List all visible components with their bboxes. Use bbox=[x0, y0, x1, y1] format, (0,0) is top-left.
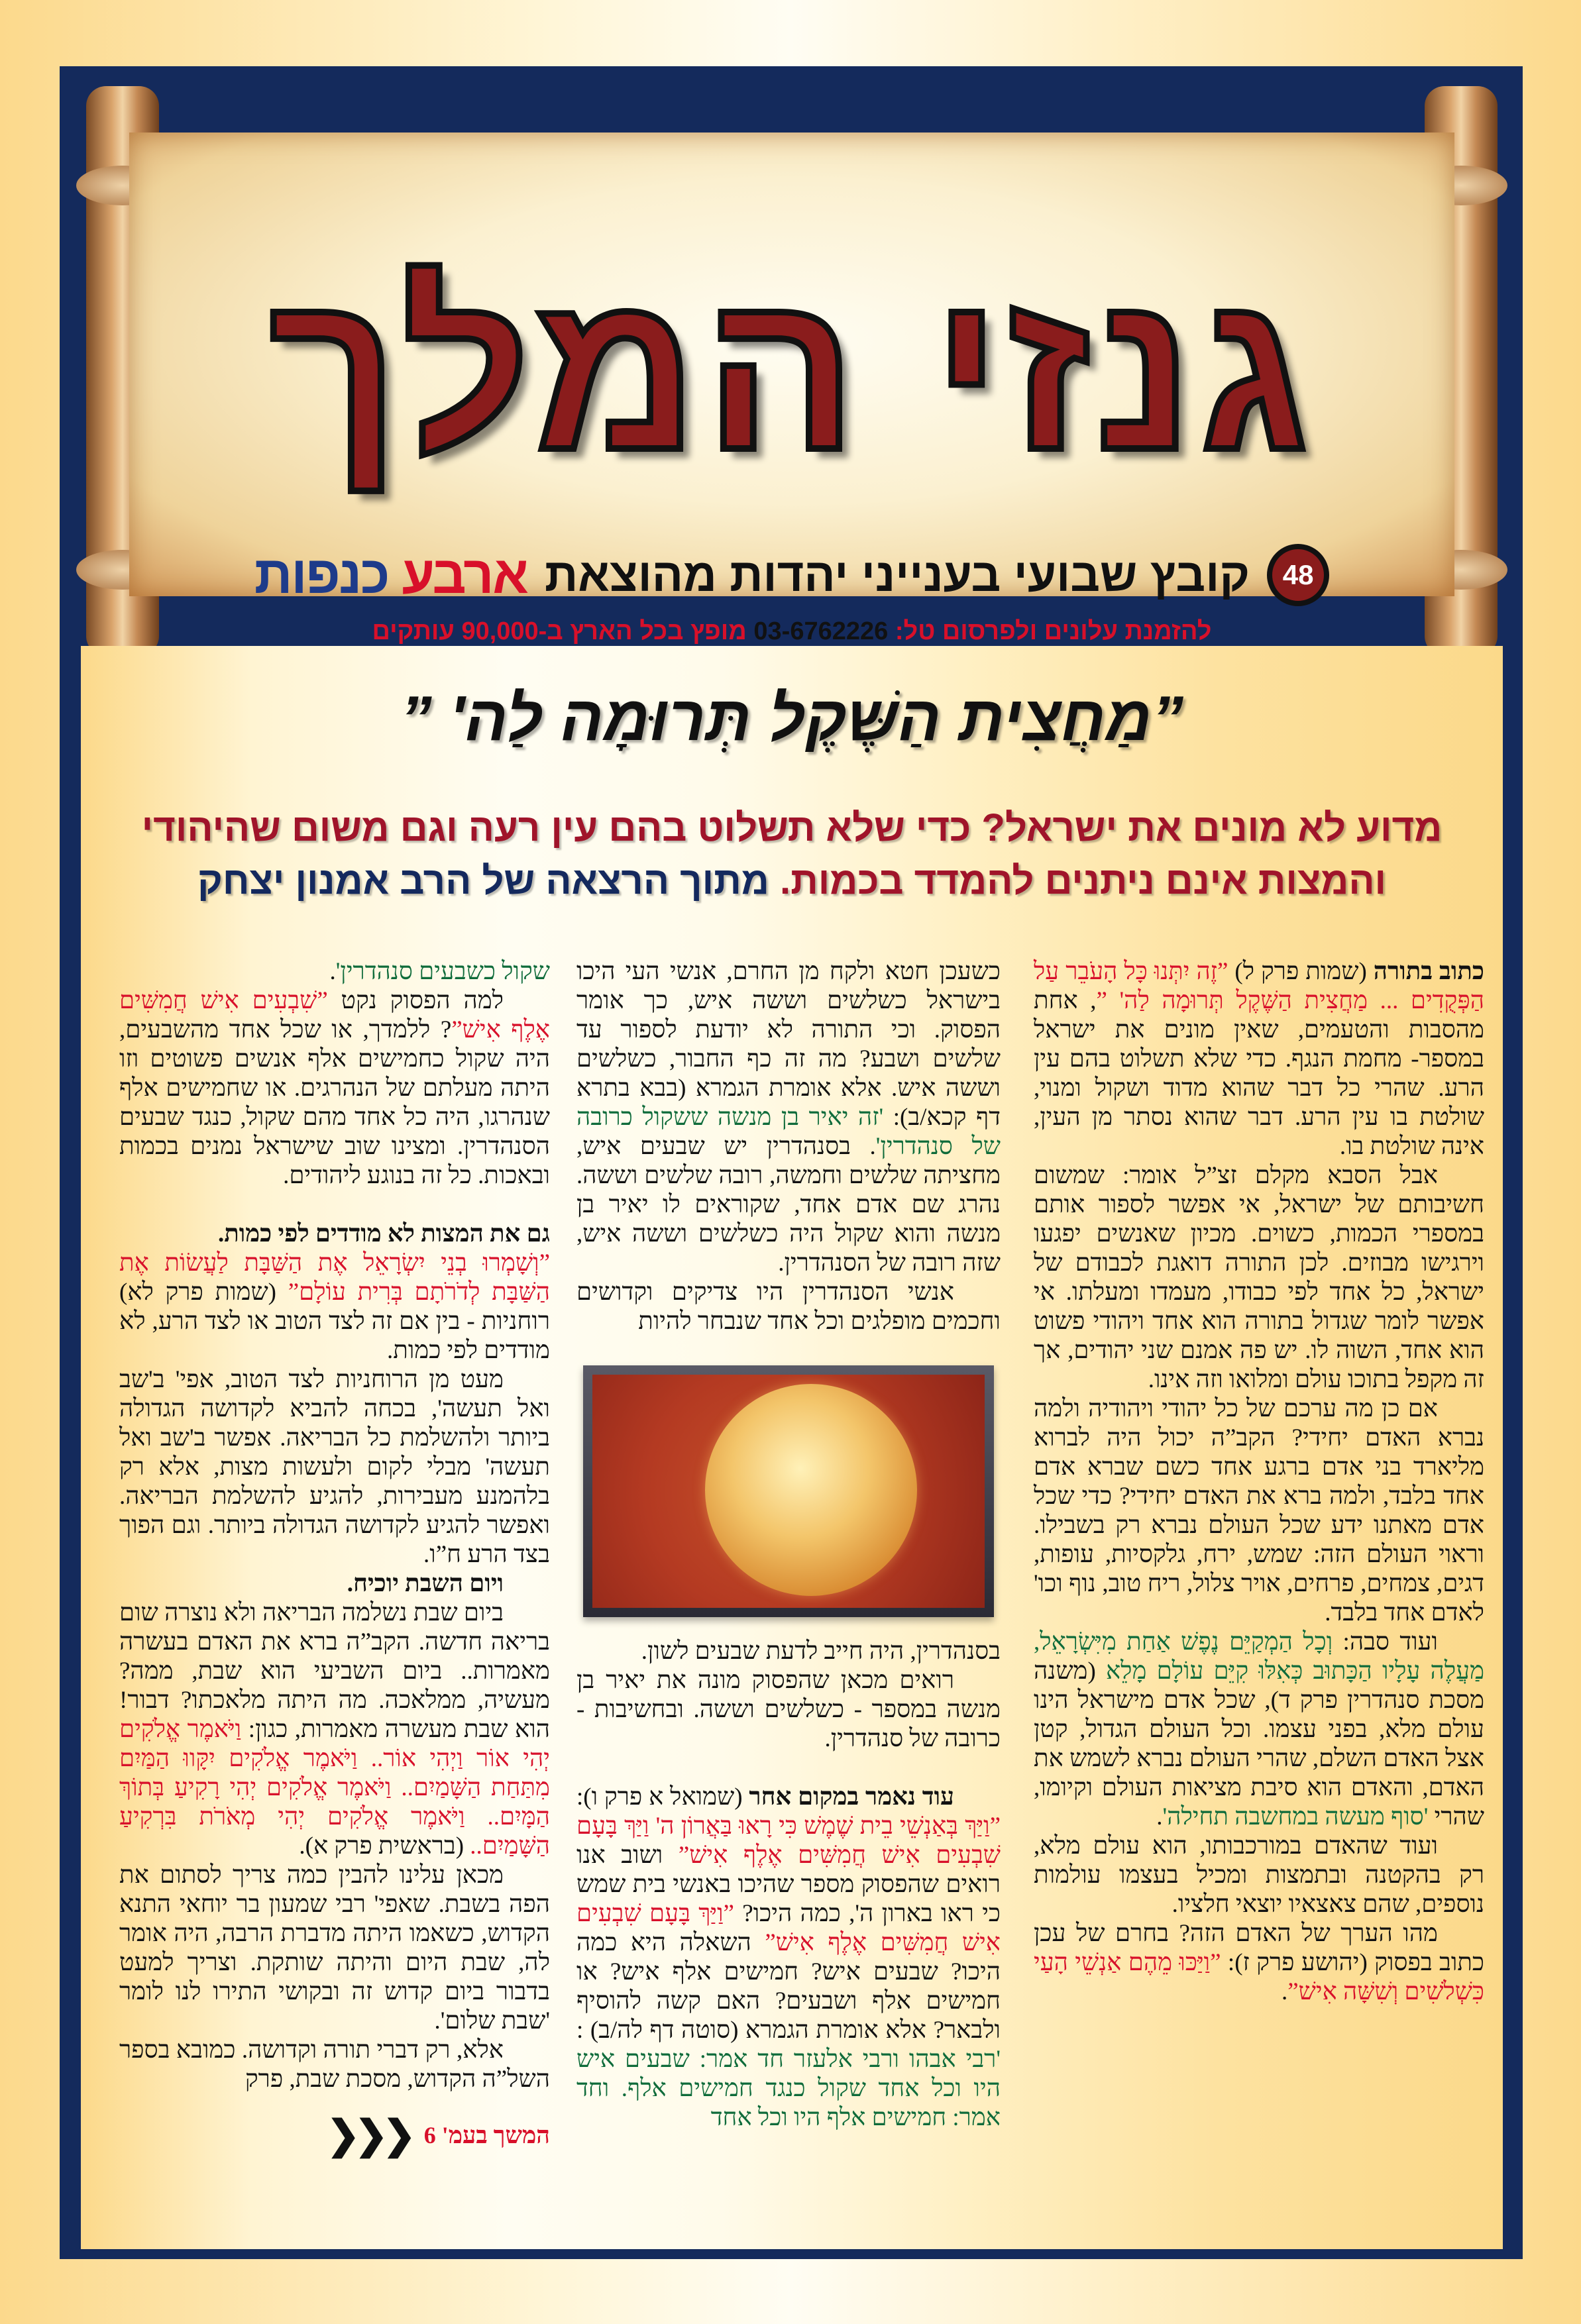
talmud-quote: שקול כשבעים סנהדרין' bbox=[335, 958, 550, 985]
article-byline: מתוך הרצאה של הרב אמנון יצחק bbox=[197, 859, 769, 902]
article-paragraph bbox=[119, 1861, 550, 2036]
planet-globe bbox=[705, 1384, 917, 1596]
logo-part2: כנפות bbox=[254, 545, 389, 604]
body-text: . bbox=[329, 958, 336, 985]
masthead-subline bbox=[80, 543, 1504, 607]
continued-label: המשך בעמ' 6 bbox=[423, 2122, 550, 2148]
masthead-tagline: קובץ שבועי בענייני יהדות מהוצאת bbox=[544, 549, 1250, 601]
article-paragraph bbox=[1034, 1161, 1484, 1395]
article-paragraph bbox=[576, 957, 1001, 1278]
continued-on-page-link[interactable] bbox=[119, 2113, 550, 2157]
logo-part1: ארבע bbox=[402, 545, 527, 604]
body-text: ? ללמדך, או שכל אחד מהשבעים, היה שקול כחמישים אלף אנשים פשוטים וזו היתה מעלתם של הנהרגים. או שחמישים אלף שנהרגו, היה כל אחד מהם שקול, כנגד שבעים הסנהדרין. ומצינו שוב שישראל נמנים בכמות ובאכות. כל זה בנוגע ליהודים. bbox=[119, 1016, 550, 1189]
article-paragraph bbox=[576, 1783, 1001, 2133]
body-text: אם כן מה ערכם של כל יהודי ויהודיה ולמה נברא האדם יחידי? הקב”ה יכול היה לברוא מליארד בני אדם ברגע אחד כשם שברא אדם אחד בלבד, ולמה ברא את האדם יחידי? כדי שכל אדם מאתנו ידע שכל העולם נברא רק בשבילו. וראוי העולם הזה: שמש, ירח, גלקסיות, עופות, דגים, צמחים, פרחים, אויר צלול, ריח טוב, נוף וכו' לאדם אחד בלבד. bbox=[1034, 1395, 1484, 1626]
body-text: בסנהדרין, היה חייב לדעת שבעים לשון. bbox=[641, 1638, 1001, 1665]
talmud-quote: 'זה יאיר בן מנשה ששקול כרובה של סנהדרין' bbox=[576, 1104, 1001, 1160]
article-paragraph bbox=[1034, 1919, 1484, 2007]
scripture-quote: ”שִׁבְעִים אִישׁ חֲמִשִּׁים אֶלֶף אִישׁ” bbox=[119, 987, 550, 1043]
body-text: (בראשית פרק א). bbox=[299, 1832, 470, 1860]
article-column-2 bbox=[576, 957, 1001, 2133]
body-text: אבל הסבא מקלם זצ”ל אומר: שמשום חשיבותם של ישראל, אי אפשר לספור אותם במספרי הכמות, כשוים. מכיון שאנשים יפגעו וירגישו מבוזים. לכן התורה דואגת לכבודם של ישראל, כל אחד לפי כבודו, מעמדו ומעלתו. אי אפשר לומר שגדול בתורה הוא אחד ויהודי פשוט הוא אחד, השוה לו. יש פה אמנם שני יהודים, אך זה מקפל בתוכו עולם ומלואו וזה אינו. bbox=[1034, 1162, 1484, 1393]
masthead-scroll bbox=[80, 86, 1504, 643]
body-text: אנשי הסנהדרין היו צדיקים וקדושים וחכמים מופלגים וכל אחד שנבחר להיות bbox=[576, 1279, 1001, 1335]
body-text: . bbox=[1281, 1978, 1288, 2005]
section-heading: גם את המצות לא מודדים לפי כמות. bbox=[217, 1220, 550, 1247]
talmud-quote: 'רבי אבהו ורבי אלעזר חד אמר: שבעים איש היו וכל אחד שקול כנגד חמישים אלף. וחד אמר: חמישים אלף היו וכל אחד bbox=[576, 2046, 1001, 2131]
body-text: ביום שבת נשלמה הבריאה ולא נוצרה שום בריאה חדשה. הקב”ה ברא את האדם בעשרה מאמרות.. ביום השביעי הוא שבת, ממה? מעשיה, ממלאכה. מה היתה מלאכתו? דבור! הוא שבת מעשרה מאמרות, כגון: bbox=[119, 1599, 550, 1743]
masthead-title: גנזי המלך bbox=[269, 245, 1315, 497]
body-text: כשעכן חטא ולקח מן החרם, אנשי העי היכו בישראל כשלשים וששה איש, כך אומר הפסוק. וכי התורה לא יודעת לספור עד שלשים ושבע? מה זה כף החבור, כשלשים וששה איש. אלא אומרת הגמרא (בבא בתרא דף קכא/ב): bbox=[576, 958, 1001, 1131]
body-text: . bbox=[1156, 1803, 1163, 1830]
body-text: . בסנהדרין יש שבעים איש, מחציתה שלשים וחמשה, רובה שלשים וששה. נהרג שם אדם אחד, שקוראים לו יאיר בן מנשה והוא שקול היה כשלשים וששה איש, שזה רובה של הסנהדרין. bbox=[576, 1133, 1001, 1277]
planet-venus-photo bbox=[583, 1365, 994, 1617]
article-paragraph bbox=[119, 957, 550, 986]
publisher-logo bbox=[254, 545, 527, 605]
subheading-line2-text: והמצות אינם ניתנים להמדד בכמות. bbox=[779, 859, 1387, 902]
body-text: אלא, רק דברי תורה וקדושה. כמובא בספר השל”ה הקדוש, מסכת שבת, פרק bbox=[119, 2036, 550, 2093]
scripture-quote: ”וַיַּךְ בָּעָם שִׁבְעִים אִישׁ חֲמִשִּׁים אֶלֶף אִישׁ” bbox=[576, 1900, 1001, 1956]
scripture-quote: ”וַיַּכּוּ מֵהֶם אַנְשֵׁי הָעַי כִּשְׁלֹשִׁים וְשִׁשָּׁה אִישׁ” bbox=[1034, 1949, 1484, 2005]
article-paragraph bbox=[1034, 957, 1484, 1161]
phone-number: 03-6762226 bbox=[753, 617, 889, 645]
body-text: (שמות פרק לא) רוחניות - בין אם זה לצד הטוב או לצד הרע, לא מודדים לפי כמות. bbox=[119, 1279, 550, 1364]
distribution-note: מופץ בכל הארץ ב-90,000 עותקים bbox=[372, 617, 747, 645]
article-paragraph bbox=[1034, 1628, 1484, 1832]
body-text: למה הפסוק נקט bbox=[327, 987, 504, 1014]
body-text: ועוד שהאדם במורכבותו, הוא עולם מלא, רק בהקטנה ובתמצות ומכיל בעצמו עולמות נוספים, שהם צאצאיו יוצאי חלציו. bbox=[1034, 1832, 1484, 1918]
article-headline: ”מַחֲצִית הַשֶּׁקֶל תְּרוּמָה לַה' ” bbox=[400, 683, 1184, 754]
article-paragraph bbox=[119, 1599, 550, 1861]
article-paragraph bbox=[1034, 1832, 1484, 1919]
subheading-line1-text: מדוע לא מונים את ישראל? כדי שלא תשלוט בהם עין רעה וגם משום שהיהודי bbox=[141, 806, 1443, 849]
scripture-quote: ”וְשָׁמְרוּ בְנֵי יִשְׂרָאֵל אֶת הַשַּׁבָּת לַעֲשׂוֹת אֶת הַשַּׁבָּת לְדֹרֹתָם בְּרִית עוֹלָם” bbox=[119, 1249, 550, 1306]
article-column-1 bbox=[1034, 957, 1484, 2007]
triple-chevron-left-icon: ❮❮❮ bbox=[326, 2113, 411, 2157]
body-text: השאלה היא כמה היכו? שבעים איש? חמישים אלף איש? או חמישים אלף ושבעים? האם קשה להוסיף ולבאר? אלא אומרת הגמרא (סוטה דף לה/ב) : bbox=[576, 1929, 1001, 2044]
body-text: (שמואל א פרק ו): bbox=[576, 1783, 749, 1811]
issue-number-badge: 48 bbox=[1267, 544, 1329, 606]
body-text: מכאן עלינו להבין כמה צריך לסתום את הפה בשבת. שאפי' רבי שמעון בר יוחאי התנא הקדוש, כשאמו היתה מדברת הרבה, היה אומר לה, שבת היום והיתה שותקת. וצריך למעט בדבור ביום קדוש זה ובקושי התירו לנו לומר 'שבת שלום'. bbox=[119, 1862, 550, 2034]
article-paragraph bbox=[576, 1278, 1001, 1336]
body-text: (שמות פרק ל) bbox=[1228, 958, 1374, 985]
lead-in-text: עוד נאמר במקום אחר bbox=[749, 1783, 954, 1811]
image-background bbox=[592, 1375, 985, 1608]
body-text: מהו הערך של האדם הזה? בחרם של עכן כתוב בפסוק (יהושע פרק ז): bbox=[1034, 1920, 1484, 1976]
article-paragraph bbox=[119, 1365, 550, 1569]
body-text: , אחת מהסבות והטעמים, שאין מונים את ישראל במספר- מחמת הנגף. כדי שלא תשלוט בהם עין הרע. שהרי כל דבר שהוא מדוד ושקול ומנוי, שולטת בו עין הרע. דבר שהוא נסתר מן העין, אינה שולטת בו. bbox=[1034, 987, 1484, 1160]
article-subheading bbox=[107, 802, 1476, 908]
talmud-quote: 'סוף מעשה במחשבה תחילה' bbox=[1162, 1803, 1429, 1830]
contact-line bbox=[80, 616, 1504, 647]
body-text: (משנה מסכת סנהדרין פרק ד), שכל אדם מישראל הינו עולם מלא, בפני עצמו. וכל העולם הגדול, קטן אצל האדם השלם, שהרי העולם נברא לשמש את האדם, והאדם הוא סיבת מציאות העולם וקיומו, שהרי bbox=[1034, 1658, 1484, 1830]
lead-in-text: כתוב בתורה bbox=[1373, 958, 1484, 985]
article-column-3 bbox=[119, 957, 550, 2157]
scripture-quote: ”וַיַּךְ בְּאַנְשֵׁי בֵית שֶׁמֶשׁ כִּי רָאוּ בַּאֲרוֹן ה' וַיַּךְ בָּעָם שִׁבְעִים אִישׁ חֲמִשִּׁים אֶלֶף אִישׁ” bbox=[576, 1813, 1001, 1869]
contact-label: להזמנת עלונים ולפרסום טל: bbox=[895, 617, 1212, 645]
body-text: ושוב אנו רואים שהפסוק מספר שהיכו באנשי בית שמש כי ראו בארון ה', כמה היכו? bbox=[576, 1842, 1001, 1927]
body-text: ועוד סבה: bbox=[1333, 1628, 1439, 1656]
article-paragraph bbox=[1034, 1395, 1484, 1628]
scripture-quote: ”זֶה יִתְּנוּ כָּל הָעֹבֵר עַל הַפְּקֻדִים ... מַחֲצִית הַשֶּׁקֶל תְּרוּמָה לַה' ” bbox=[1034, 958, 1484, 1014]
article-panel bbox=[81, 646, 1503, 2249]
section-heading: ויום השבת יוכיח. bbox=[347, 1570, 504, 1597]
talmud-quote: וְכָל הַמְקַיֵּם נֶפֶשׁ אַחַת מִיִּשְׂרָאֵל, מַעֲלֶה עָלָיו הַכָּתוּב כְּאִלּוּ קִיֵּם עוֹלָם מָלֵא bbox=[1034, 1628, 1485, 1685]
body-text: רואים מכאן שהפסוק מונה את יאיר בן מנשה במספר - כשלשים וששה. ובחשיבות - כרובה של סנהדרין. bbox=[576, 1667, 1001, 1752]
article-paragraph bbox=[576, 1666, 1001, 1754]
body-text: מעט מן הרוחניות לצד הטוב, אפי' ב'שב ואל תעשה', בכחה להביא לקדושה הגדולה ביותר ולהשלמת כל הבריאה. אפשר ב'שב ואל תעשה' מבלי לקום ולעשות מצות, אלא רק בלהמנע מעבירות, להגיע להשלמת הבריאה. ואפשר להגיע לקדושה הגדולה ביותר. וגם הפוך בצד הרע ח”ו. bbox=[119, 1366, 550, 1568]
article-paragraph bbox=[576, 1637, 1001, 1666]
article-paragraph bbox=[119, 2036, 550, 2094]
scripture-quote: וַיֹּאמֶר אֱלֹקִים יְהִי אוֹר וַיְהִי אוֹר.. וַיֹּאמֶר אֱלֹקִים יִקָּווּ הַמַּיִם מִתַּחַת הַשָּׁמַיִם.. וַיֹּאמֶר אֱלֹקִים יְהִי רָקִיעַ בְּתוֹךְ הַמָּיִם.. וַיֹּאמֶר אֱלֹקִים יְהִי מְאֹרֹת בִּרְקִיעַ הַשָּׁמַיִם.. bbox=[119, 1716, 550, 1860]
article-paragraph bbox=[119, 986, 550, 1190]
article-paragraph bbox=[119, 1249, 550, 1365]
